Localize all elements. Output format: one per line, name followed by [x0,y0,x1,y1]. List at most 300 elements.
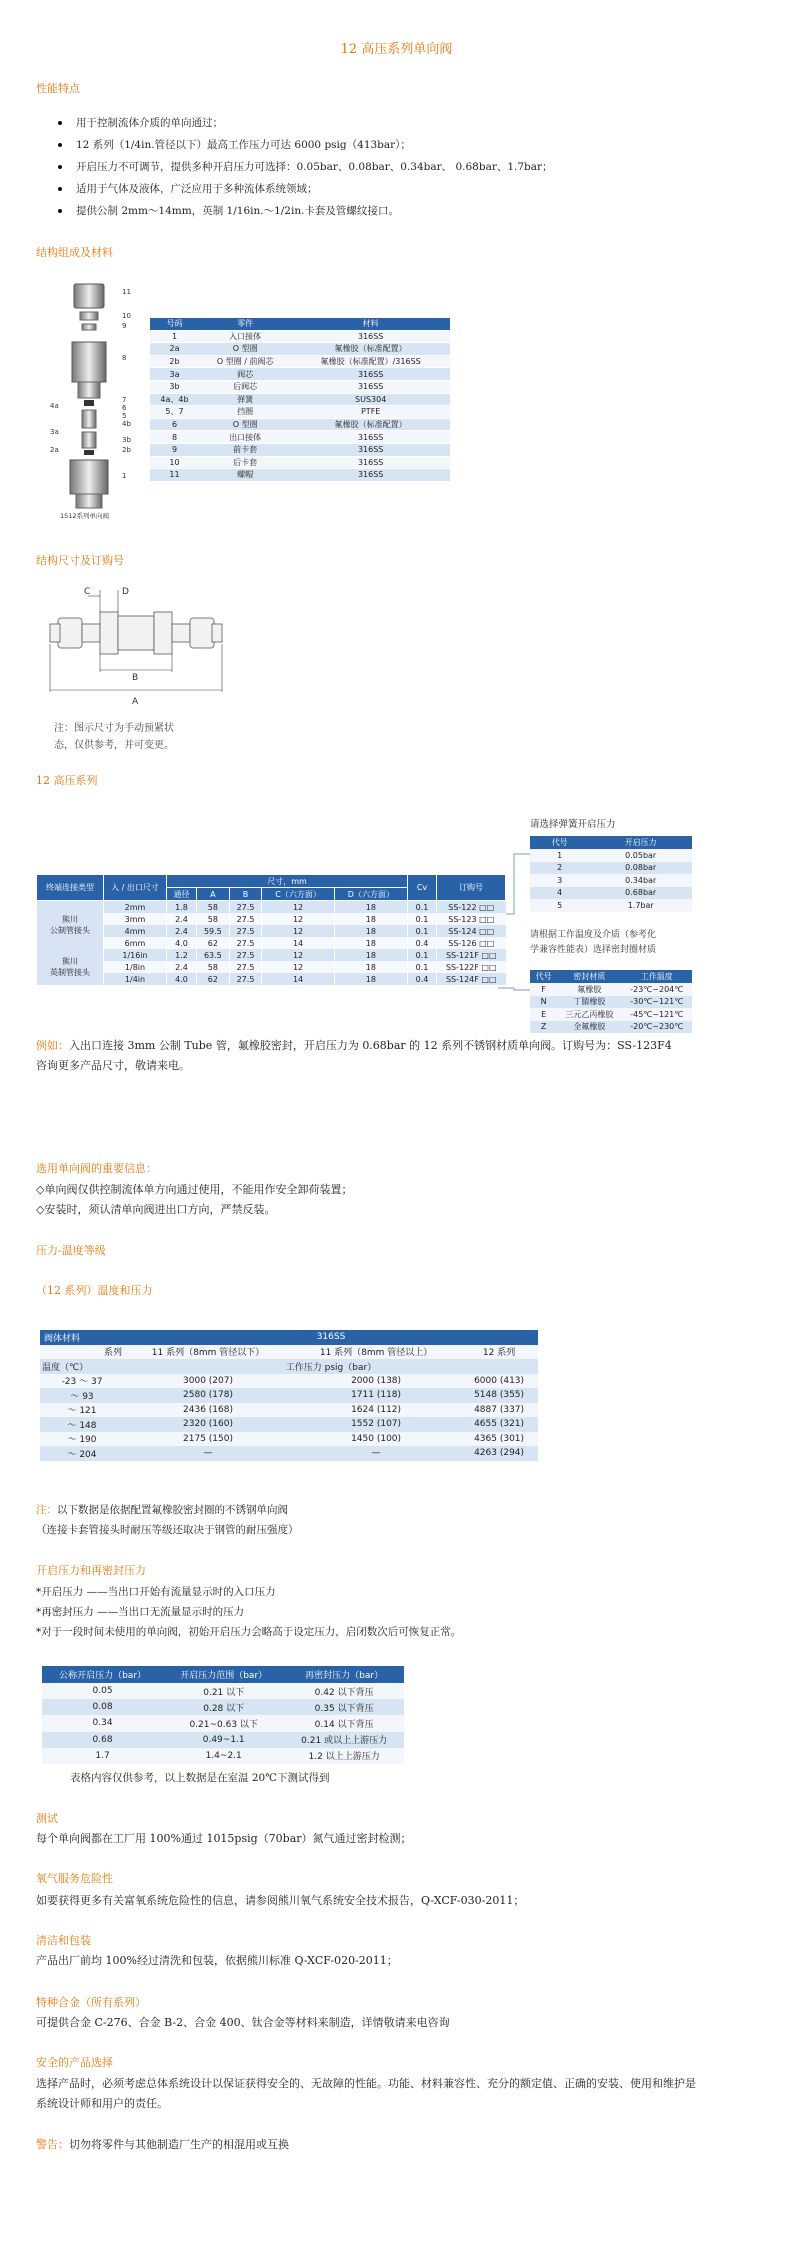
table-row [150,456,450,469]
table-header: 系列 [40,1345,124,1360]
table-row [40,1374,538,1389]
table-header: C（六方面） [262,888,334,901]
table-row [40,1403,538,1418]
table-cell: 氟橡胶（标准配置）/316SS [291,355,450,368]
seal-note-line: 请根据工作温度及介质（参考化 [530,930,657,940]
crack-reseal-heading: 开启压力和再密封压力 [36,1564,146,1577]
table-cell: 14 [262,937,334,949]
table-cell: 27.5 [229,925,262,937]
table-cell: 316SS [291,443,450,456]
table-cell: 2580 (178) [124,1388,292,1403]
table-cell: 4.0 [167,937,197,949]
table-row [530,874,692,887]
table-cell: SUS304 [291,393,450,406]
table-cell: 1/8in [104,961,167,973]
table-cell: 63.5 [197,949,230,961]
table-cell: 2mm [104,901,167,914]
dimension-note-line: 注：图示尺寸为手动预紧状 [54,723,174,734]
table-cell: 58 [197,913,230,925]
note-prefix: 注： [36,1504,57,1516]
crack-reseal-line: *再密封压力 ——当出口无流量显示时的压力 [36,1606,245,1618]
table-cell: 出口接体 [199,431,291,444]
crack-reseal-line: *对于一段时间未使用的单向阀，初始开启压力会略高于设定压力，启闭数次后可恢复正常。 [36,1626,462,1638]
example-text: 例如：入出口连接 3mm 公制 Tube 管，氟橡胶密封，开启压力为 0.68bar 的 12 系列不锈钢材质单向阀。订购号为：SS-123F4 [36,1039,672,1052]
table-cell: 4655 (321) [460,1417,538,1432]
crack-select-title: 请选择弹簧开启压力 [530,819,616,830]
table-cell: 0.1 [408,901,437,914]
table-cell: 0.1 [408,949,437,961]
table-cell: 1/4in [104,973,167,985]
table-cell: 2436 (168) [124,1403,292,1418]
table-cell: 0.1 [408,961,437,973]
table-cell: 三元乙丙橡胶 [557,1008,621,1021]
table-cell: 0.49~1.1 [163,1732,284,1748]
table-cell: Z [530,1021,557,1034]
table-cell: 27.5 [229,961,262,973]
example-prefix: 例如： [36,1039,69,1052]
table-row [42,1683,404,1699]
table-header: A [197,888,230,901]
table-cell: 0.21 以下 [163,1683,284,1699]
table-cell: 1.2 [167,949,197,961]
test-heading: 测试 [36,1812,58,1825]
table-row [530,899,692,912]
table-cell: 0.05 [42,1683,163,1699]
oxygen-heading: 氧气服务危险性 [36,1872,113,1885]
features-heading: 性能特点 [36,82,80,95]
example-line: 咨询更多产品尺寸，敬请来电。 [36,1059,190,1072]
table-row [150,368,450,381]
table-row [530,1008,692,1021]
table-header: 零件 [199,318,291,330]
table-cell: ～ 148 [40,1417,124,1432]
callout-label: 8 [122,354,127,362]
crack-reseal-caption: 表格内容仅供参考，以上数据是在室温 20℃下测试得到 [70,1772,330,1784]
table-cell: ～ 121 [40,1403,124,1418]
table-cell: — [124,1446,292,1461]
table-cell: 62 [197,973,230,985]
table-header: 再密封压力（bar） [284,1666,404,1683]
diagram-caption: 1512系列单向阀 [60,512,110,520]
table-cell: 18 [334,901,407,914]
table-header: 订购号 [437,875,506,901]
table-cell: SS-122 □□ [437,901,506,914]
table-cell: 316SS [291,380,450,393]
table-cell: 1.7bar [589,899,692,912]
table-cell: 3a [150,368,199,381]
table-cell: 3000 (207) [124,1374,292,1389]
table-cell: 58 [197,901,230,914]
spring-part [82,410,96,428]
table-cell: F [530,983,557,996]
table-header: 号码 [150,318,199,330]
table-cell: 1.8 [167,901,197,914]
table-cell: 后阀芯 [199,380,291,393]
cleaning-heading: 清洁和包装 [36,1934,91,1947]
table-cell: 11 [150,469,199,482]
table-cell: SS-124 □□ [437,925,506,937]
callout-label: 10 [122,312,131,320]
connection-type-cell [37,949,104,985]
table-cell: 挡圈 [199,406,291,419]
dimensions-heading: 结构尺寸及订购号 [36,554,124,567]
table-cell: 2000 (138) [292,1374,460,1389]
table-cell: 0.4 [408,973,437,985]
cleaning-text: 产品出厂前均 100%经过清洗和包装，依据熊川标准 Q-XCF-020-2011； [36,1954,398,1967]
table-cell: 1 [150,330,199,343]
connection-type-cell [37,901,104,950]
table-row [37,961,506,973]
table-row [37,925,506,937]
table-header: 11 系列（8mm 管径以下） [124,1345,292,1360]
left-nut-shape [58,618,82,648]
table-cell: 4.0 [167,973,197,985]
important-line: ◇单向阀仅供控制流体单方向通过使用，不能用作安全卸荷装置； [36,1183,353,1196]
table-cell: 9 [150,443,199,456]
table-cell: 1.7 [42,1748,163,1764]
table-row [37,937,506,949]
table-row [37,973,506,985]
materials-table-body [150,330,450,481]
table-cell: 316SS [291,469,450,482]
table-cell: 62 [197,937,230,949]
callout-label: 11 [122,288,131,296]
table-header: 阀体材料 [40,1330,124,1345]
crack-reseal-line: *开启压力 ——当出口开始有流量显示时的入口压力 [36,1586,276,1598]
table-cell: 氟橡胶 [557,983,621,996]
table-header: 入 / 出口尺寸 [104,875,167,901]
table-cell: 2175 (150) [124,1432,292,1447]
callout-label: 3b [122,436,131,444]
table-cell: 27.5 [229,913,262,925]
callout-label: 9 [122,322,127,330]
table-cell: 6000 (413) [460,1374,538,1389]
table-cell: 氟橡胶（标准配置） [291,343,450,356]
table-cell: 3 [530,874,589,887]
table-cell: 0.21 或以上上游压力 [284,1732,404,1748]
table-cell: SS-123 □□ [437,913,506,925]
safety-line: 选择产品时，必须考虑总体系统设计以保证获得安全的、无故障的性能。功能、材料兼容性、充分的额定值、正确的安装、使用和维护是 [36,2077,696,2090]
table-header: 11 系列（8mm 管径以上） [292,1345,460,1360]
table-cell: 0.34 [42,1715,163,1731]
safety-line: 系统设计师和用户的责任。 [36,2097,168,2110]
table-cell: 螺帽 [199,469,291,482]
table-cell: 0.35 以下背压 [284,1699,404,1715]
table-cell: 前卡套 [199,443,291,456]
table-header: 12 系列 [460,1345,538,1360]
table-cell: 27.5 [229,949,262,961]
table-cell: -23℃~204℃ [621,983,692,996]
table-cell: 8 [150,431,199,444]
structure-heading: 结构组成及材料 [36,246,113,259]
table-cell: 12 [262,901,334,914]
connection-type-label: 熊川 [62,915,78,924]
table-cell: 入口接体 [199,330,291,343]
callout-label: 2a [50,446,59,454]
table-cell: ～ 93 [40,1388,124,1403]
dim-label-b: B [132,673,139,683]
table-row [150,431,450,444]
table-header: 316SS [124,1330,538,1345]
table-cell: 后卡套 [199,456,291,469]
callout-label: 2b [122,446,131,454]
table-row [40,1388,538,1403]
table-row [42,1699,404,1715]
table-cell: 0.68bar [589,887,692,900]
feature-item: 用于控制流体介质的单向通过； [52,112,752,134]
table-cell: 4 [530,887,589,900]
table-cell: -20℃~230℃ [621,1021,692,1034]
table-row [530,849,692,862]
pt-note-line: 以下数据是依据配置氟橡胶密封圈的不锈钢单向阀 [57,1504,288,1516]
table-row [150,380,450,393]
table-cell: 0.08bar [589,862,692,875]
table-cell: 0.4 [408,937,437,949]
table-header: 温度（℃） [40,1359,124,1374]
crack-pressure-code-table [530,836,692,912]
table-cell: 316SS [291,456,450,469]
table-row [150,469,450,482]
table-cell: 4887 (337) [460,1403,538,1418]
features-list [52,112,752,222]
left-hex-shape [100,612,118,654]
table-cell: 316SS [291,431,450,444]
table-cell: SS-121F □□ [437,949,506,961]
table-row [530,887,692,900]
table-cell: 1/16in [104,949,167,961]
important-heading: 选用单向阀的重要信息： [36,1162,157,1175]
table-header: D（六方面） [334,888,407,901]
table-header: 材料 [291,318,450,330]
table-row [150,406,450,419]
pressure-temperature-table [40,1330,538,1461]
page-title: 12 高压系列单向阀 [340,42,453,57]
table-cell: 2.4 [167,925,197,937]
table-cell: 4a、4b [150,393,199,406]
table-cell: 全氟橡胶 [557,1021,621,1034]
nut-part [74,284,104,308]
right-nut-shape [190,618,214,648]
table-cell: 12 [262,961,334,973]
table-cell: 2a [150,343,199,356]
table-cell: -23 ～ 37 [40,1374,124,1389]
table-cell: 18 [334,913,407,925]
table-row [150,443,450,456]
table-cell: 58 [197,961,230,973]
table-cell: 59.5 [197,925,230,937]
table-cell: 0.08 [42,1699,163,1715]
crack-reseal-table [42,1666,404,1764]
table-cell: ～ 190 [40,1432,124,1447]
dimension-note-line: 态，仅供参考，并可变更。 [54,740,174,751]
table-cell: ～ 204 [40,1446,124,1461]
table-row [42,1732,404,1748]
table-cell: 2320 (160) [124,1417,292,1432]
seal-material-table [530,970,692,1033]
dim-label-c: C [84,587,91,597]
table-cell: SS-122F □□ [437,961,506,973]
table-row [150,330,450,343]
table-cell: 2.4 [167,961,197,973]
table-header: 终端连接类型 [37,875,104,901]
table-cell: 18 [334,973,407,985]
poppet-part [82,432,96,448]
table-cell: 5 [530,899,589,912]
table-row [40,1417,538,1432]
table-row [42,1748,404,1764]
table-cell: — [292,1446,460,1461]
oxygen-text: 如要获得更多有关富氧系统危险性的信息，请参阅熊川氧气系统安全技术报告，Q-XCF-030-2011； [36,1894,525,1907]
table-cell: 18 [334,937,407,949]
table-cell: 2.4 [167,913,197,925]
table-row [150,343,450,356]
callout-label: 1 [122,472,127,480]
table-header: 代号 [530,970,557,983]
inlet-body-part [70,460,108,494]
dim-label-a: A [132,697,139,707]
table-cell: 丁腈橡胶 [557,996,621,1009]
table-cell: 0.21~0.63 以下 [163,1715,284,1731]
table-row [530,1021,692,1034]
table-header: 通径 [167,888,197,901]
table-cell: 4mm [104,925,167,937]
table-header: B [229,888,262,901]
table-cell: 12 [262,925,334,937]
important-line: ◇安装时，须认清单向阀进出口方向，严禁反装。 [36,1203,276,1216]
table-header: 代号 [530,836,589,849]
table-cell: -45℃~121℃ [621,1008,692,1021]
table-row [530,983,692,996]
table-header: 公称开启压力（bar） [42,1666,163,1683]
feature-item: 12 系列（1/4in.管径以下）最高工作压力可达 6000 psig（413bar）； [52,134,752,156]
table-row [40,1446,538,1461]
series12-heading: 12 高压系列 [36,774,98,787]
table-cell: N [530,996,557,1009]
table-cell: 阀芯 [199,368,291,381]
table-cell: 5148 (355) [460,1388,538,1403]
table-cell: 12 [262,949,334,961]
table-cell: 0.34bar [589,874,692,887]
table-cell: 0.1 [408,925,437,937]
table-cell: 27.5 [229,937,262,949]
table-cell: 6 [150,418,199,431]
alloy-heading: 特种合金（所有系列） [36,1996,146,2009]
table-cell: 0.14 以下背压 [284,1715,404,1731]
pressure-temp-subheading: （12 系列）温度和压力 [36,1284,153,1297]
table-cell: 27.5 [229,973,262,985]
seal-note-line: 学兼容性能表）选择密封圈材质 [530,945,657,955]
table-cell: 5、7 [150,406,199,419]
back-ferrule-part [82,324,96,330]
front-ferrule-part [80,312,98,320]
table-cell: O 型圈 [199,418,291,431]
table-cell: PTFE [291,406,450,419]
table-cell: 弹簧 [199,393,291,406]
table-cell: O 型圈 [199,343,291,356]
table-row [37,913,506,925]
callout-label: 6 [122,404,127,412]
connection-type-label: 熊川 [62,957,78,966]
table-row [40,1432,538,1447]
table-cell: 1.4~2.1 [163,1748,284,1764]
table-row [150,418,450,431]
table-cell: 6mm [104,937,167,949]
table-cell: 3b [150,380,199,393]
table-row [150,393,450,406]
table-cell: 12 [262,913,334,925]
oring-part [84,400,94,406]
materials-table [150,318,450,482]
table-cell: 0.68 [42,1732,163,1748]
table-row [530,862,692,875]
table-cell: O 型圈 / 前阀芯 [199,355,291,368]
table-cell: 18 [334,949,407,961]
table-cell: SS-126 □□ [437,937,506,949]
dimension-drawing [48,582,228,712]
warning-text: 切勿将零件与其他制造厂生产的相混用或互换 [69,2138,289,2151]
table-cell: 0.05bar [589,849,692,862]
table-header: 工作温度 [621,970,692,983]
table-row [37,949,506,961]
table-cell: 1711 (118) [292,1388,460,1403]
table-header: 密封材质 [557,970,621,983]
callout-label: 5 [122,412,127,420]
connection-type-label: 公制管接头 [50,926,90,935]
table-cell: 14 [262,973,334,985]
callout-label: 4b [122,420,131,428]
warning-prefix: 警告： [36,2138,69,2151]
safety-heading: 安全的产品选择 [36,2056,113,2069]
callout-label: 4a [50,402,59,410]
feature-item: 开启压力不可调节，提供多种开启压力可选择：0.05bar、0.08bar、0.34bar、 0.68bar、1.7bar； [52,156,752,178]
table-cell: 316SS [291,330,450,343]
feature-item: 适用于气体及液体，广泛应用于多种流体系统领域； [52,178,752,200]
table-cell: -30℃~121℃ [621,996,692,1009]
connection-type-label: 英制管接头 [50,968,90,977]
table-cell: 4263 (294) [460,1446,538,1461]
table-cell: 0.1 [408,913,437,925]
outlet-body-part [72,342,106,382]
exploded-valve-diagram [40,282,150,522]
right-hex-shape [154,612,172,654]
pressure-temp-heading: 压力-温度等级 [36,1244,106,1257]
callout-label: 7 [122,396,127,404]
example-line [36,1036,776,1056]
table-cell: 10 [150,456,199,469]
callout-label: 3a [50,428,59,436]
table-header: 开启压力范围（bar） [163,1666,284,1683]
table-cell: 1 [530,849,589,862]
table-cell: 1450 (100) [292,1432,460,1447]
table-cell: 1624 (112) [292,1403,460,1418]
table-cell: 27.5 [229,901,262,914]
table-cell: 4365 (301) [460,1432,538,1447]
table-cell: E [530,1008,557,1021]
table-row [37,901,506,914]
table-header: 工作压力 psig（bar） [124,1359,538,1374]
table-cell: 3mm [104,913,167,925]
table-header: 开启压力 [589,836,692,849]
size-order-table [36,874,506,985]
table-cell: 18 [334,925,407,937]
table-row [150,355,450,368]
feature-item: 提供公制 2mm～14mm，英制 1/16in.～1/2in.卡套及管螺纹接口。 [52,200,752,222]
table-header: Cv [408,875,437,901]
alloy-text: 可提供合金 C-276、合金 B-2、合金 400、钛合金等材料来制造，详情敬请来电咨询 [36,2016,450,2029]
body-shape [118,616,154,650]
table-cell: 316SS [291,368,450,381]
table-cell: 2 [530,862,589,875]
